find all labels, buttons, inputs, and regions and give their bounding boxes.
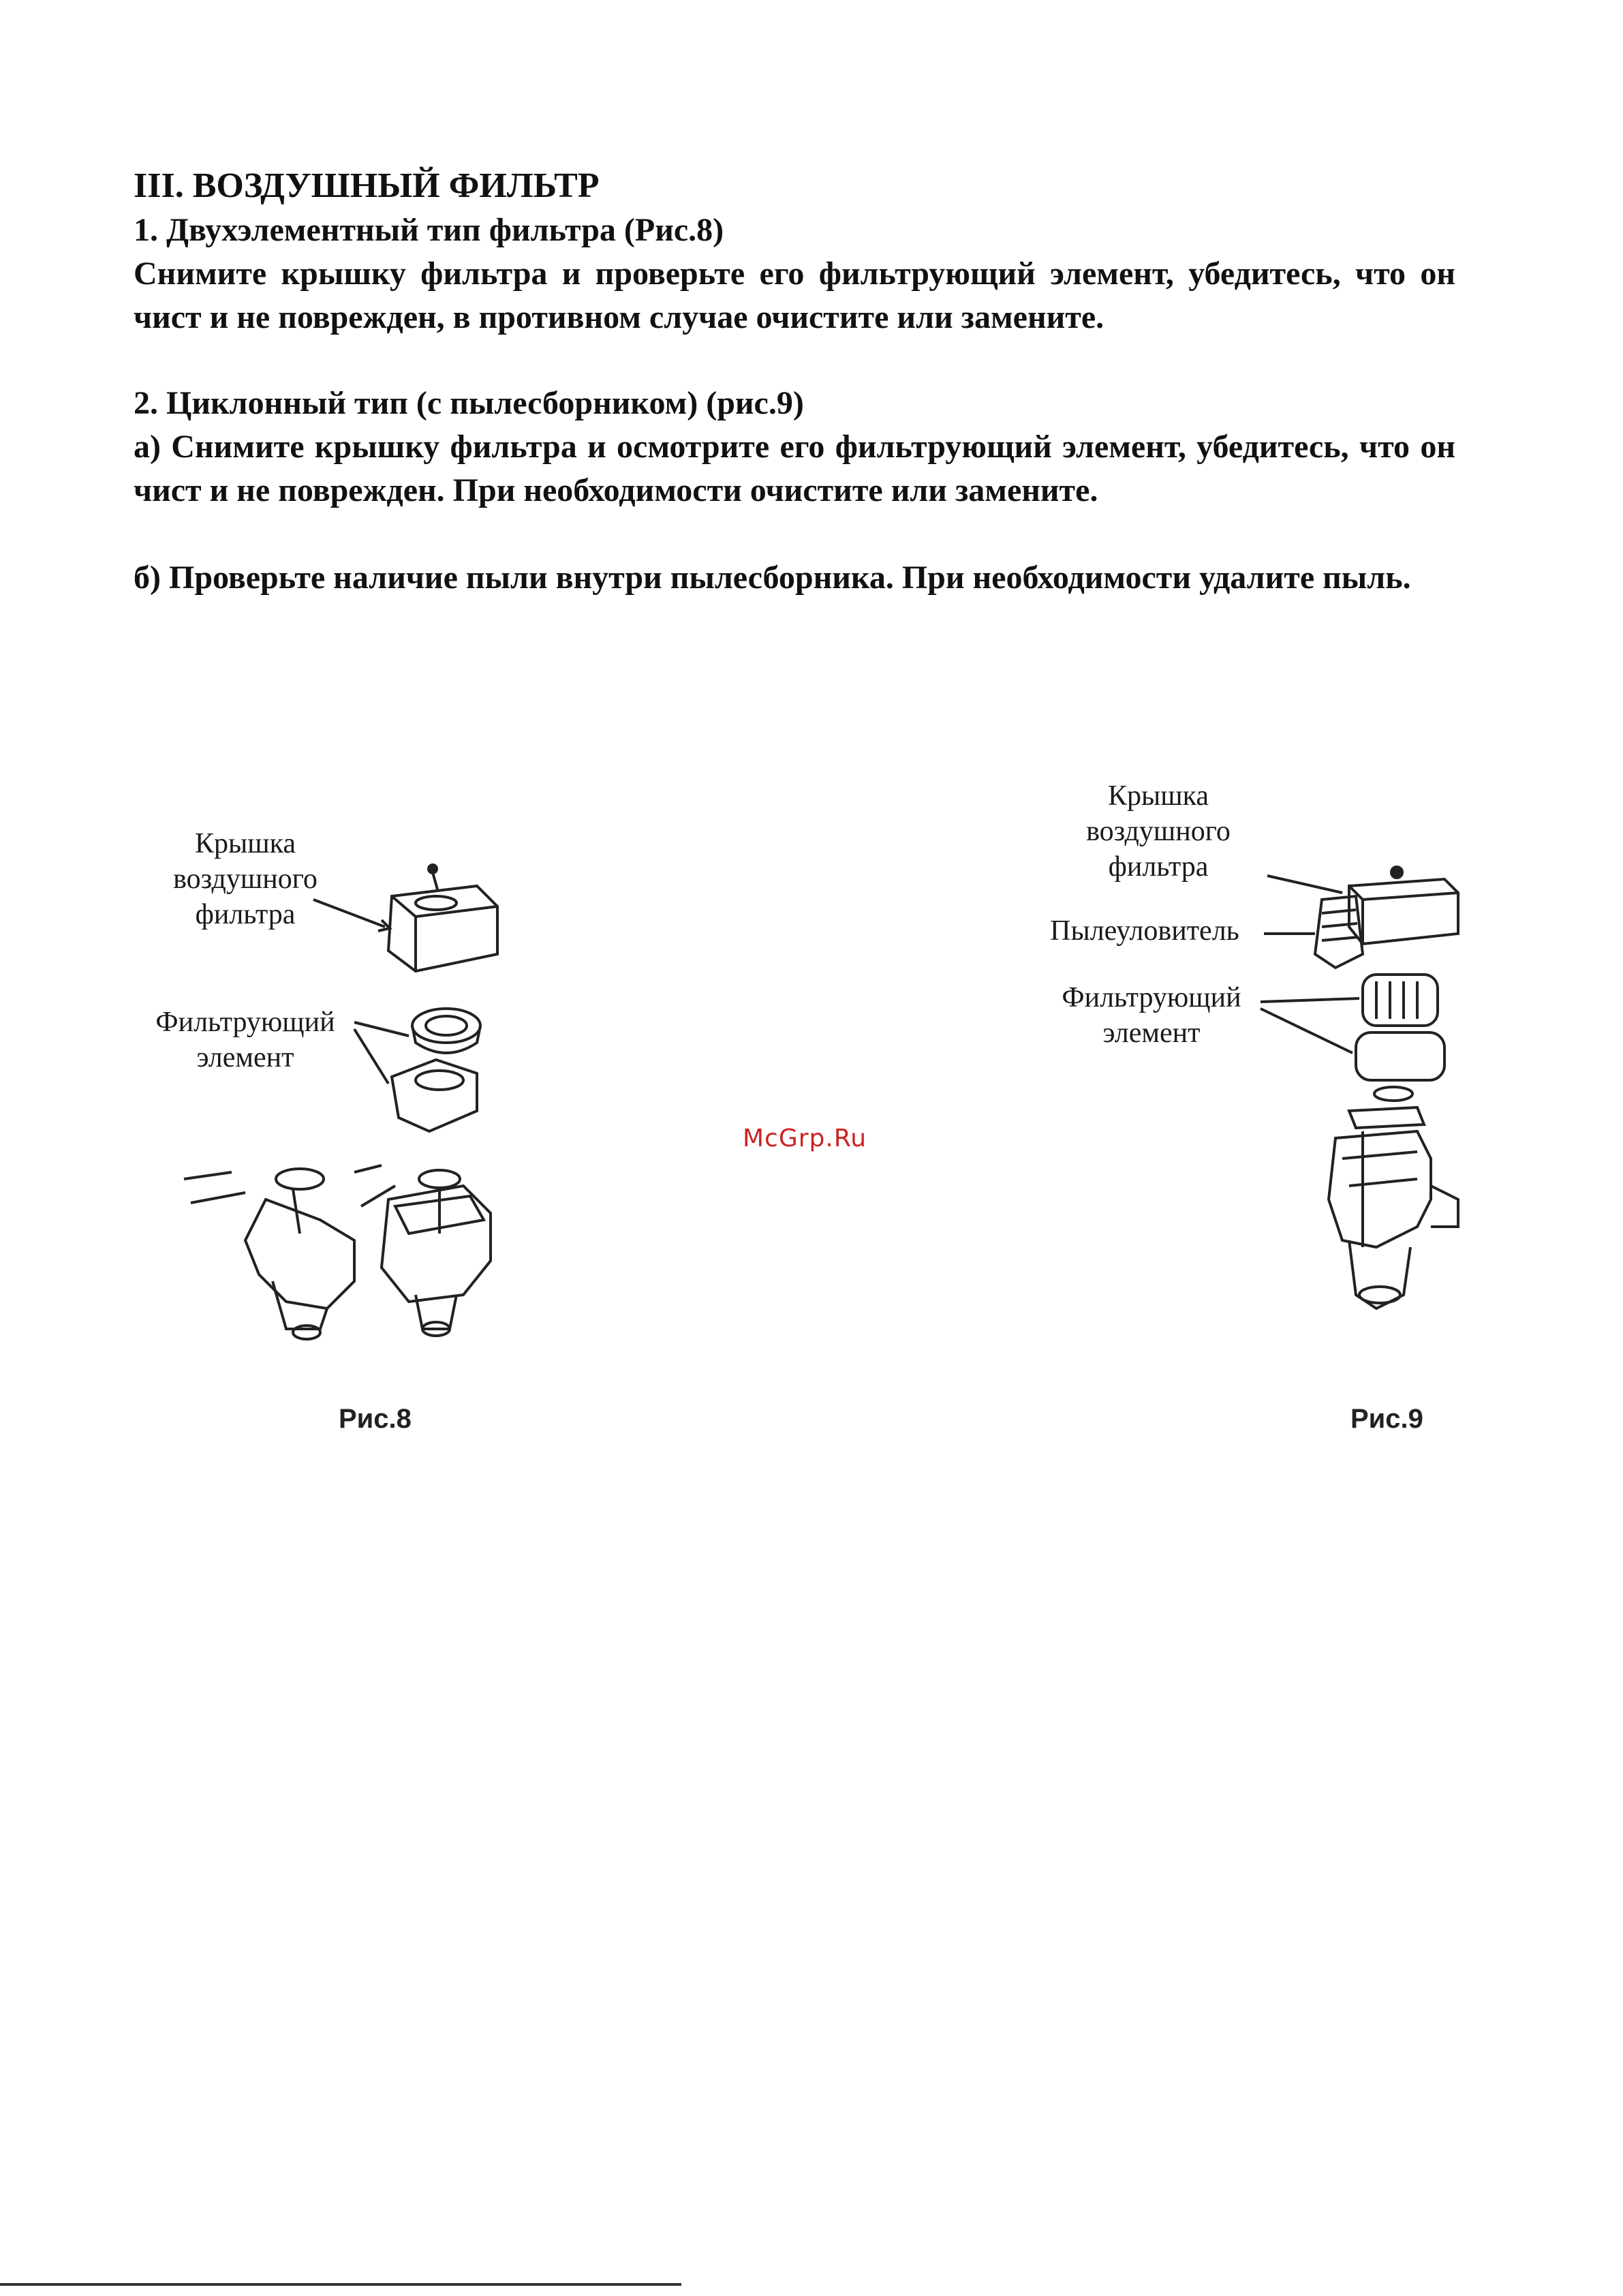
fig9-label-cover-3: фильтра [1108,851,1209,883]
fig8-filter-shape [412,1009,480,1043]
section-title: III. ВОЗДУШНЫЙ ФИЛЬТР [134,166,600,205]
part2-item-b: б) Проверьте наличие пыли внутри пылесборника. При необходимости удалите пыль. [134,560,1411,596]
figure-9 [940,0,1622,1499]
fig8-cover-shape [388,886,497,971]
fig8-engine-left [184,1169,354,1339]
fig8-label-element-1: Фильтрующий [155,1007,335,1038]
part1-text: Снимите крышку фильтра и проверьте его фильтрующий элемент, убедитесь, что он чист и не поврежден, в противном случае очистите или замените. [134,256,1455,335]
fig8-label-cover-3: фильтра [195,899,296,930]
part1-heading: 1. Двухэлементный тип фильтра (Рис.8) [134,212,724,248]
part2-item-a: а) Снимите крышку фильтра и осмотрите его фильтрующий элемент, убедитесь, что он чист и не поврежден. При необходимости очистите или замените. [134,429,1455,508]
fig8-label-cover-1: Крышка [195,828,296,859]
fig9-label-element-1: Фильтрующий [1062,982,1241,1013]
fig9-caption: Рис.9 [1350,1404,1423,1434]
fig8-caption: Рис.8 [339,1404,412,1434]
fig8-label-element-2: элемент [196,1042,294,1073]
fig9-label-cover-2: воздушного [1086,816,1231,847]
fig9-label-element-2: элемент [1102,1017,1201,1049]
watermark: McGrp.Ru [743,1124,867,1152]
fig9-drawing [940,0,1622,1499]
fig9-cover-shape [1349,879,1458,944]
fig8-engine-right [354,1165,491,1336]
figure-8 [0,0,681,1499]
bottom-rule [0,2283,681,2286]
fig9-foam-filter [1356,1032,1444,1080]
fig9-dust-collector [1315,896,1363,968]
fig9-label-cover-1: Крышка [1108,780,1209,812]
part2-heading: 2. Циклонный тип (с пылесборником) (рис.9) [134,385,804,421]
fig9-engine [1329,1131,1458,1308]
fig9-label-dust: Пылеуловитель [1050,915,1239,947]
fig8-drawing [0,0,681,1499]
fig8-label-cover-2: воздушного [173,863,318,895]
fig9-mesh-filter [1363,975,1438,1026]
